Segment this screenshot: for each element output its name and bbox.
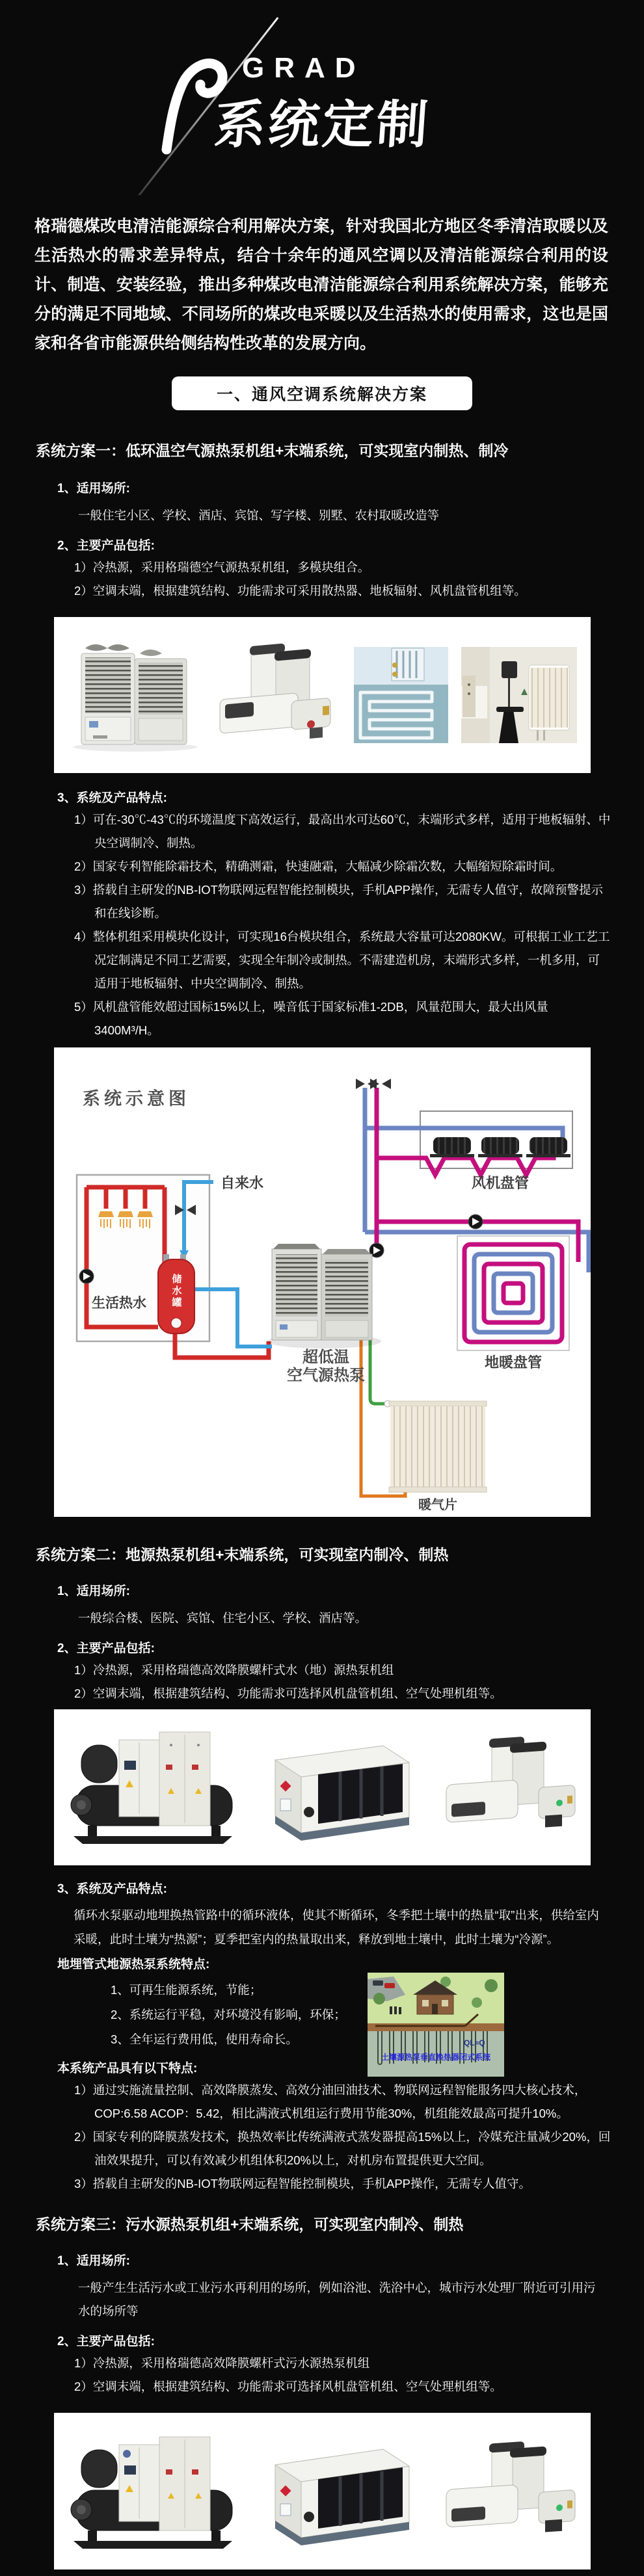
- plan1-feature-item: 1）可在-30℃-43℃的环境温度下高效运行，最高出水可达60℃，末端形式多样，适用于地板辐射、中央空调制冷、制热。: [74, 813, 611, 850]
- plan3-product-item: 1）冷热源，采用格瑞德高效降膜螺杆式污水源热泵机组: [74, 2356, 370, 2370]
- illustration-caption: 土壤源热泵垂直换热器闭式系统: [381, 2053, 491, 2062]
- radiator-icon: [384, 1400, 487, 1492]
- photo-air-source-heat-pump: [67, 637, 200, 754]
- plan2-features-block: [0, 1880, 644, 2062]
- plan1-feature-item: 2）国家专利智能除霜技术，精确测霜，快速融霜，大幅减少除霜次数，大幅缩短除霜时间。: [74, 860, 563, 873]
- label-heat-pump-1: 超低温: [302, 1348, 349, 1366]
- label-heat-pump-2: 空气源热泵: [286, 1367, 365, 1384]
- label-fan-coil: 风机盘管: [471, 1175, 529, 1191]
- plan2-photo-panel: [54, 1709, 591, 1865]
- plan3-photo-panel: [54, 2413, 591, 2569]
- plan3-venue-label: 1、适用场所:: [57, 2254, 130, 2268]
- photo-floor-heating: [354, 647, 448, 743]
- plan3-product-item: 2）空调末端，根据建筑结构、功能需求可选择风机盘管机组、空气处理机组等。: [74, 2380, 502, 2393]
- plan1-features-label: 3、系统及产品特点:: [57, 791, 167, 805]
- logo-header: [0, 0, 644, 195]
- storage-tank-icon: [158, 1254, 195, 1334]
- plan2-product-item: 2）空调末端，根据建筑结构、功能需求可选择风机盘管机组、空气处理机组等。: [74, 1687, 502, 1700]
- plan1-product-item: 2）空调末端，根据建筑结构、功能需求可采用散热器、地板辐射、风机盘管机组等。: [74, 584, 526, 598]
- label-radiator: 暖气片: [418, 1498, 457, 1512]
- photo-fan-coil-pair-2: [429, 2438, 582, 2545]
- system-diagram: [54, 1047, 591, 1517]
- diagram-title: 系统示意图: [82, 1089, 190, 1109]
- plan2-ground-feature: 1、可再生能源系统，节能；: [111, 1983, 262, 1997]
- plan1-title: 系统方案一：低环温空气源热泵机组+末端系统，可实现室内制热、制冷: [36, 442, 509, 459]
- plan2-features-label: 3、系统及产品特点:: [57, 1882, 167, 1896]
- plan1-product-item: 1）冷热源，采用格瑞德空气源热泵机组，多模块组合。: [74, 560, 370, 574]
- label-dhw: 生活热水: [91, 1296, 146, 1311]
- intro-paragraph: 格瑞德煤改电清洁能源综合利用解决方案，针对我国北方地区冬季清洁取暖以及生活热水的需求差异特点，结合十余年的通风空调以及清洁能源综合利用的设计、制造、安装经验，推出多种煤改电清洁能源综合利用系统解决方案，能够充分的满足不同地域、不同场所的煤改电采暖以及生活热水的使用需求，这也是国家和各省市能源供给侧结构性改革的发展方向。: [34, 217, 608, 352]
- system-diagram-panel: [54, 1047, 591, 1517]
- photo-radiator-room: [461, 647, 577, 743]
- photo-screw-heat-pump: [62, 1726, 247, 1849]
- heat-pump-unit-icon: [267, 1244, 381, 1348]
- plan3-title: 系统方案三：污水源热泵机组+末端系统，可实现室内制冷、制热: [36, 2216, 464, 2233]
- plan1-photo-panel: [54, 617, 591, 773]
- photo-air-handling-unit-2: [256, 2436, 422, 2547]
- plan3-venue-text: 一般产生生活污水或工业污水再利用的场所，例如浴池、洗浴中心，城市污水处理厂附近可引用污水的场所等: [78, 2281, 596, 2318]
- plan2-system-feature: 2）国家专利的降膜蒸发技术，换热效率比传统满液式蒸发器提高15%以上，冷媒充注量减少20%，回油效果提升，可以有效减少机组体积20%以上，对机房布置提供更大空间。: [74, 2130, 611, 2167]
- plan1-venue-label: 1、适用场所:: [57, 482, 130, 495]
- logo-title-text: 系统定制: [212, 96, 433, 153]
- plan1-venue-text: 一般住宅小区、学校、酒店、宾馆、写字楼、别墅、农村取暖改造等: [78, 508, 440, 522]
- plan1-feature-item: 5）风机盘管能效超过国标15%以上，噪音低于国家标准1-2DB，风量范围大，最大出风量3400M³/H。: [74, 1000, 548, 1037]
- plan2-ground-label: 地埋管式地源热泵系统特点:: [57, 1958, 210, 1971]
- label-tap-water: 自来水: [220, 1175, 263, 1191]
- label-floor-coil: 地暖盘管: [484, 1354, 542, 1371]
- illustration-formula: QL≈Q: [464, 2038, 485, 2047]
- photo-fan-coil-pair: [429, 1735, 582, 1839]
- plan2-ground-feature: 3、全年运行费用低，使用寿命长。: [111, 2032, 298, 2046]
- plan2-ground-feature: 2、系统运行平稳，对环境没有影响，环保；: [111, 2008, 346, 2021]
- plan1-feature-item: 4）整体机组采用模块化设计，可实现16台模块组合，系统最大容量可达2080KW。可根据工业工艺工况定制满足不同工艺需要，实现全年制冷或制热。不需建造机房，末端形式多样，一机多用，可适用于地板辐射、中央空调制冷、制热。: [74, 930, 610, 990]
- photo-sewage-screw-heat-pump: [62, 2428, 247, 2555]
- photo-air-handling-unit: [256, 1734, 422, 1841]
- plan1-products-label: 2、主要产品包括:: [57, 539, 155, 553]
- plan2-features-intro: 循环水泵驱动地埋换热管路中的循环液体，使其不断循环，冬季把土壤中的热量“取”出来，供给室内采暖，此时土壤为“热源”；夏季把室内的热量取出来，释放到地土壤中，此时土壤为“冷源”。: [74, 1908, 599, 1946]
- plan2-products-label: 2、主要产品包括:: [57, 1642, 155, 1655]
- section-header-ventilation: 一、通风空调系统解决方案: [172, 376, 472, 410]
- plan2-title: 系统方案二：地源热泵机组+末端系统，可实现室内制冷、制热: [36, 1546, 449, 1563]
- photo-fan-coil-units: [213, 640, 340, 750]
- plan1-feature-item: 3）搭载自主研发的NB-IOT物联网远程智能控制模块，手机APP操作，无需专人值守，故障预警提示和在线诊断。: [74, 883, 604, 920]
- fan-coil-units-icon: [430, 1137, 570, 1157]
- logo-brand-text: GRAD: [242, 52, 366, 84]
- illustration-ground-source: [368, 1973, 504, 2077]
- plan2-venue-text: 一般综合楼、医院、宾馆、住宅小区、学校、酒店等。: [78, 1611, 368, 1625]
- plan2-product-item: 1）冷热源，采用格瑞德高效降膜螺杆式水（地）源热泵机组: [74, 1663, 394, 1677]
- plan3-products-label: 2、主要产品包括:: [57, 2335, 155, 2348]
- plan2-system-feature: 1）通过实施流量控制、高效降膜蒸发、高效分油回油技术、物联网远程智能服务四大核心技术，COP:6.58 ACOP：5.42，相比满液式机组运行费用节能30%，机组能效最高可提升10%。: [74, 2083, 587, 2120]
- plan2-venue-label: 1、适用场所:: [57, 1584, 130, 1598]
- svg-text:储水罐: 储水罐: [170, 1274, 181, 1309]
- plan2-system-label: 本系统产品具有以下特点:: [57, 2062, 198, 2075]
- plan2-system-feature: 3）搭载自主研发的NB-IOT物联网远程智能控制模块，手机APP操作，无需专人值守。: [74, 2177, 531, 2190]
